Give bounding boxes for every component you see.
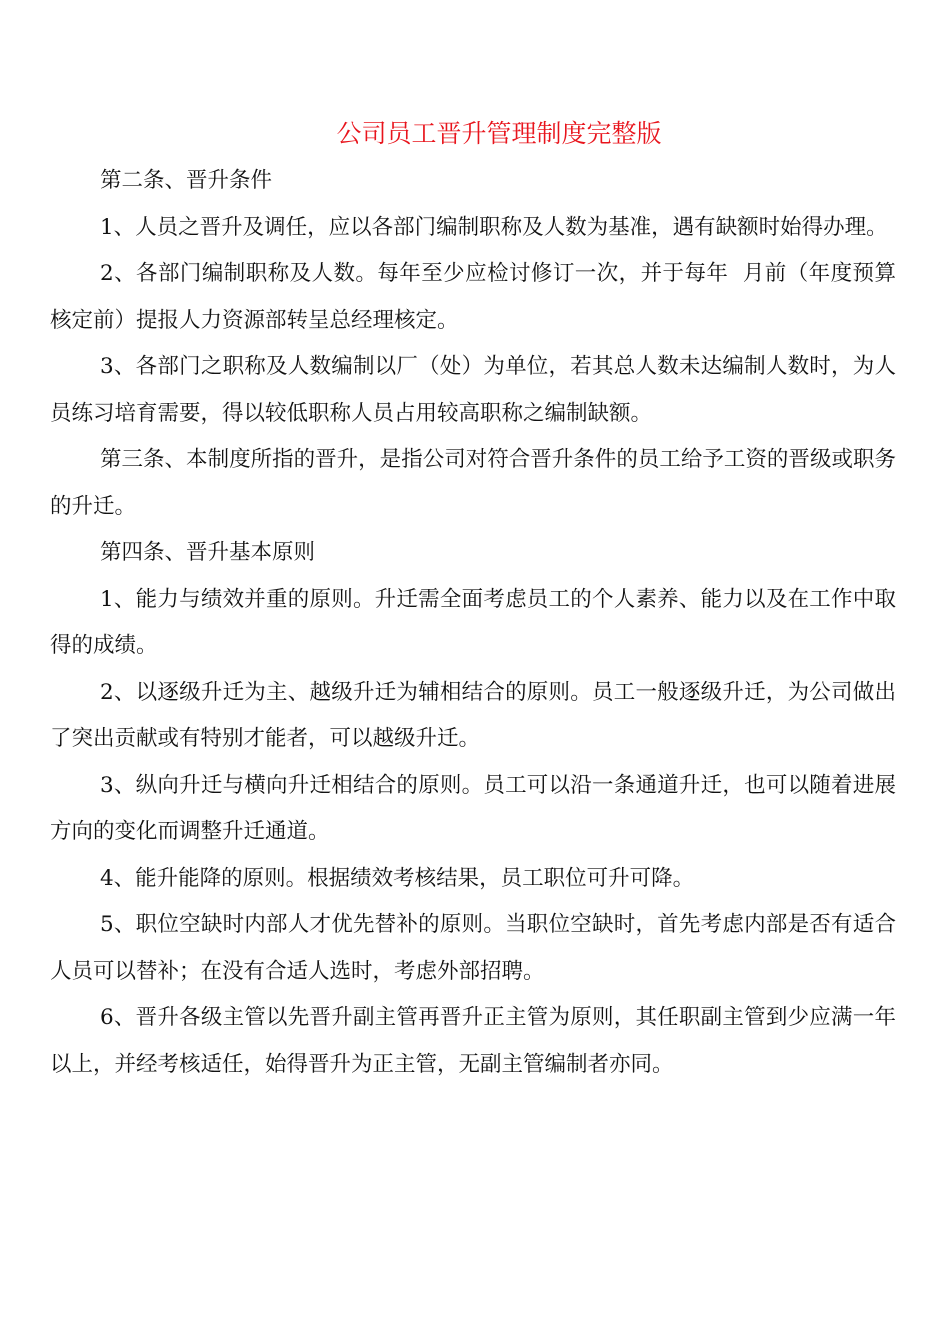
document-title: 公司员工晋升管理制度完整版: [336, 119, 662, 148]
paragraph-4-2: 2、以逐级升迁为主、越级升迁为辅相结合的原则。员工一般逐级升迁，为公司做出了突出贡献或有特别才能者，可以越级升迁。: [50, 679, 896, 751]
paragraph-4-5: 5、职位空缺时内部人才优先替补的原则。当职位空缺时，首先考虑内部是否有适合人员可以替补；在没有合适人选时，考虑外部招聘。: [50, 912, 896, 984]
paragraph-4-6: 6、晋升各级主管以先晋升副主管再晋升正主管为原则，其任职副主管到少应满一年以上，并经考核适任，始得晋升为正主管，无副主管编制者亦同。: [50, 1005, 896, 1077]
paragraph-4-1: 1、能力与绩效并重的原则。升迁需全面考虑员工的个人素养、能力以及在工作中取得的成绩。: [50, 586, 896, 658]
paragraph-2-3: 3、各部门之职称及人数编制以厂（处）为单位，若其总人数未达编制人数时，为人员练习培育需要，得以较低职称人员占用较高职称之编制缺额。: [50, 354, 896, 426]
paragraph-4-4: 4、能升能降的原则。根据绩效考核结果，员工职位可升可降。: [100, 865, 695, 891]
section-heading-article-2: 第二条、晋升条件: [100, 168, 273, 193]
paragraph-2-2: 2、各部门编制职称及人数。每年至少应检讨修订一次，并于每年 月前（年度预算核定前）提报人力资源部转呈总经理核定。: [50, 261, 896, 333]
document-body: [50, 158, 896, 1088]
paragraph-article-3: 第三条、本制度所指的晋升，是指公司对符合晋升条件的员工给予工资的晋级或职务的升迁。: [50, 447, 896, 519]
section-heading-article-4: 第四条、晋升基本原则: [100, 540, 316, 565]
paragraph-4-3: 3、纵向升迁与横向升迁相结合的原则。员工可以沿一条通道升迁，也可以随着进展方向的变化而调整升迁通道。: [50, 772, 896, 844]
paragraph-2-1: 1、人员之晋升及调任，应以各部门编制职称及人数为基准，遇有缺额时始得办理。: [100, 214, 888, 240]
